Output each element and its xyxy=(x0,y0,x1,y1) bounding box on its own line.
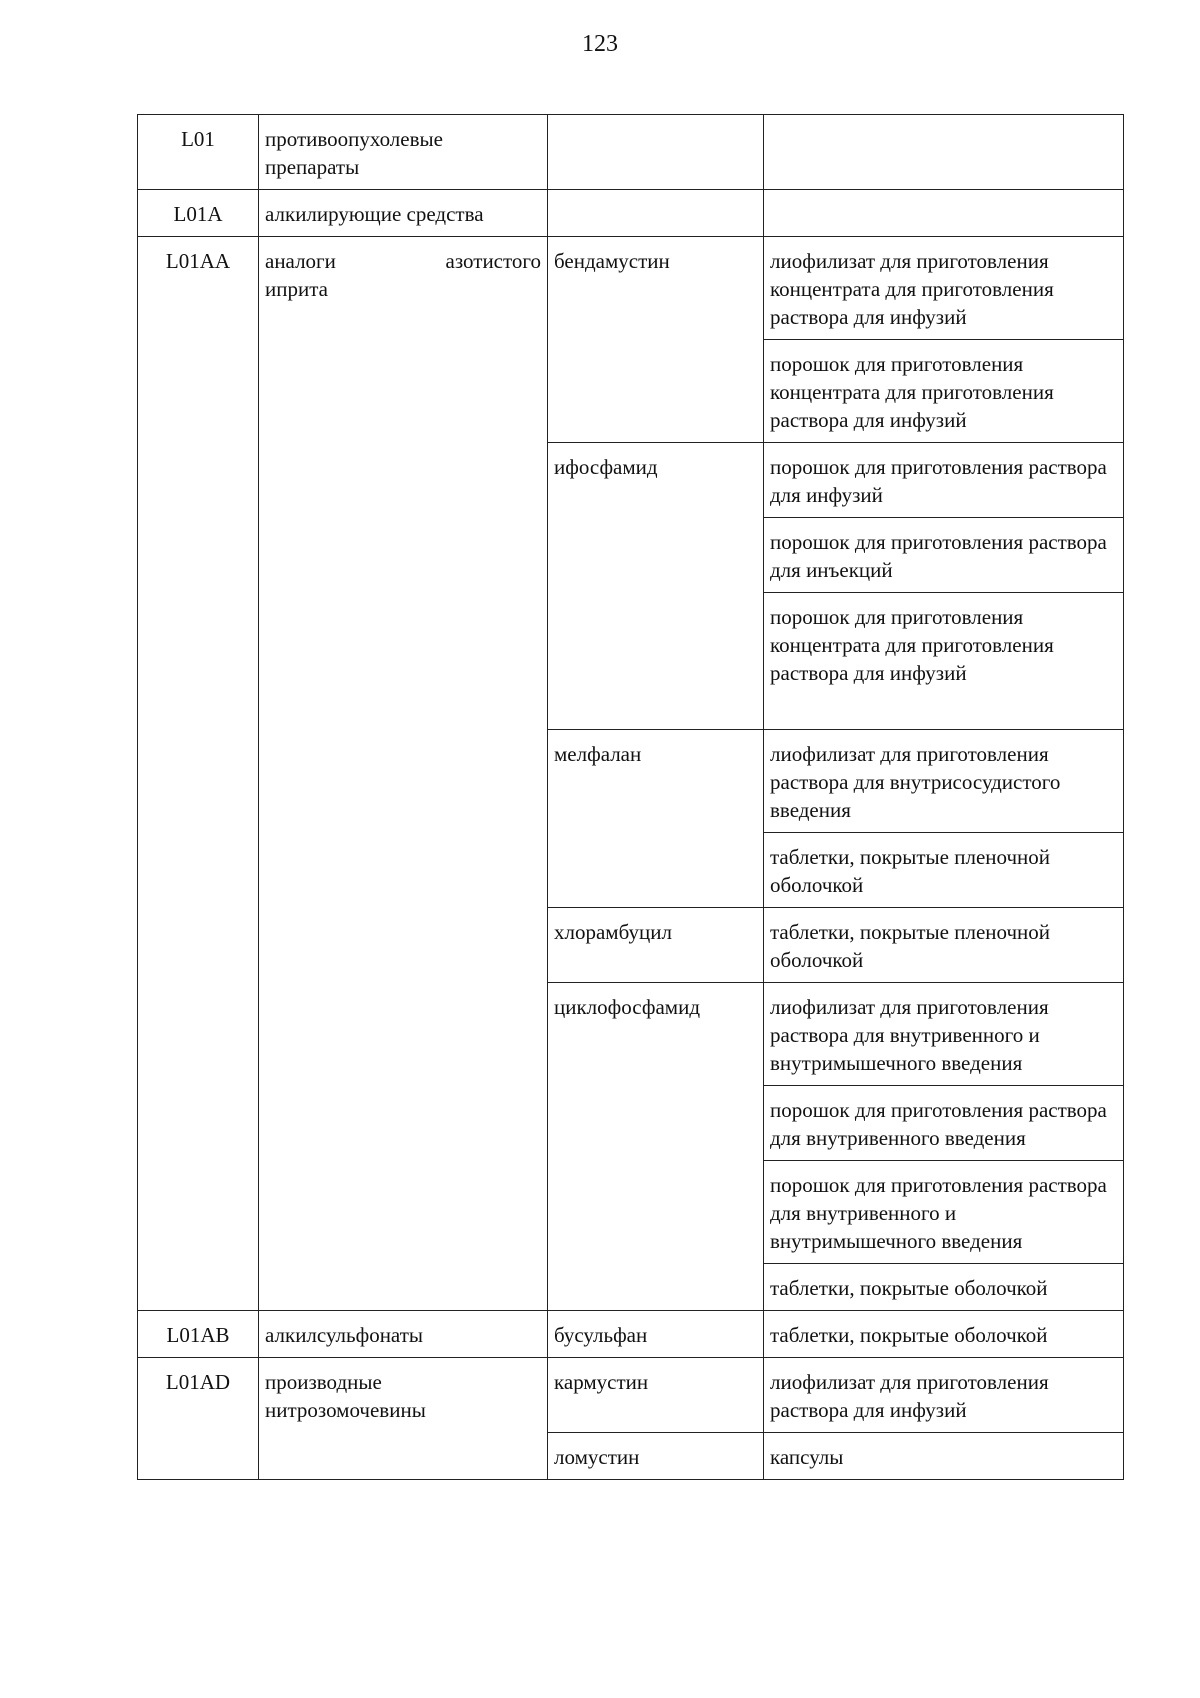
dosage-form xyxy=(764,115,1124,190)
atc-code: L01AB xyxy=(138,1311,259,1358)
dosage-form: порошок для приготовления раствора для инфузий xyxy=(764,443,1124,518)
dosage-form: лиофилизат для приготовления концентрата для приготовления раствора для инфузий xyxy=(764,237,1124,340)
drug-name: хлорамбуцил xyxy=(548,908,764,983)
dosage-form: таблетки, покрытые пленочной оболочкой xyxy=(764,833,1124,908)
dosage-form: лиофилизат для приготовления раствора для инфузий xyxy=(764,1358,1124,1433)
drug-name xyxy=(548,115,764,190)
dosage-form: порошок для приготовления раствора для инъекций xyxy=(764,518,1124,593)
dosage-form: порошок для приготовления раствора для внутривенного введения xyxy=(764,1086,1124,1161)
atc-group-word: аналоги xyxy=(265,249,336,273)
drug-name xyxy=(548,190,764,237)
atc-code: L01AA xyxy=(138,237,259,1311)
dosage-form: лиофилизат для приготовления раствора для внутривенного и внутримышечного введения xyxy=(764,983,1124,1086)
atc-group: алкилсульфонаты xyxy=(259,1311,548,1358)
drug-name: кармустин xyxy=(548,1358,764,1433)
table-row xyxy=(138,190,1124,237)
dosage-form: таблетки, покрытые оболочкой xyxy=(764,1264,1124,1311)
table-row xyxy=(138,237,1124,340)
atc-group: производные нитрозомочевины xyxy=(259,1358,548,1480)
atc-group xyxy=(259,237,548,1311)
atc-code: L01AD xyxy=(138,1358,259,1480)
drug-name: ифосфамид xyxy=(548,443,764,730)
drug-name: циклофосфамид xyxy=(548,983,764,1311)
drug-name: бендамустин xyxy=(548,237,764,443)
table-row xyxy=(138,1311,1124,1358)
dosage-form: таблетки, покрытые оболочкой xyxy=(764,1311,1124,1358)
atc-group-word: азотистого xyxy=(445,249,541,273)
table-row xyxy=(138,115,1124,190)
dosage-form: лиофилизат для приготовления раствора для внутрисосудистого введения xyxy=(764,730,1124,833)
atc-code: L01A xyxy=(138,190,259,237)
atc-group-word: иприта xyxy=(265,277,328,301)
dosage-form: порошок для приготовления концентрата для приготовления раствора для инфузий xyxy=(764,593,1124,730)
drug-name: ломустин xyxy=(548,1433,764,1480)
dosage-form xyxy=(764,190,1124,237)
dosage-form: порошок для приготовления концентрата для приготовления раствора для инфузий xyxy=(764,340,1124,443)
dosage-form: порошок для приготовления раствора для внутривенного и внутримышечного введения xyxy=(764,1161,1124,1264)
drug-name: бусульфан xyxy=(548,1311,764,1358)
dosage-form: капсулы xyxy=(764,1433,1124,1480)
atc-group: алкилирующие средства xyxy=(259,190,548,237)
drug-name: мелфалан xyxy=(548,730,764,908)
drug-table xyxy=(137,114,1124,1480)
atc-code: L01 xyxy=(138,115,259,190)
atc-group: противоопухолевые препараты xyxy=(259,115,548,190)
page-number: 123 xyxy=(582,31,618,57)
dosage-form: таблетки, покрытые пленочной оболочкой xyxy=(764,908,1124,983)
table-row xyxy=(138,1358,1124,1433)
